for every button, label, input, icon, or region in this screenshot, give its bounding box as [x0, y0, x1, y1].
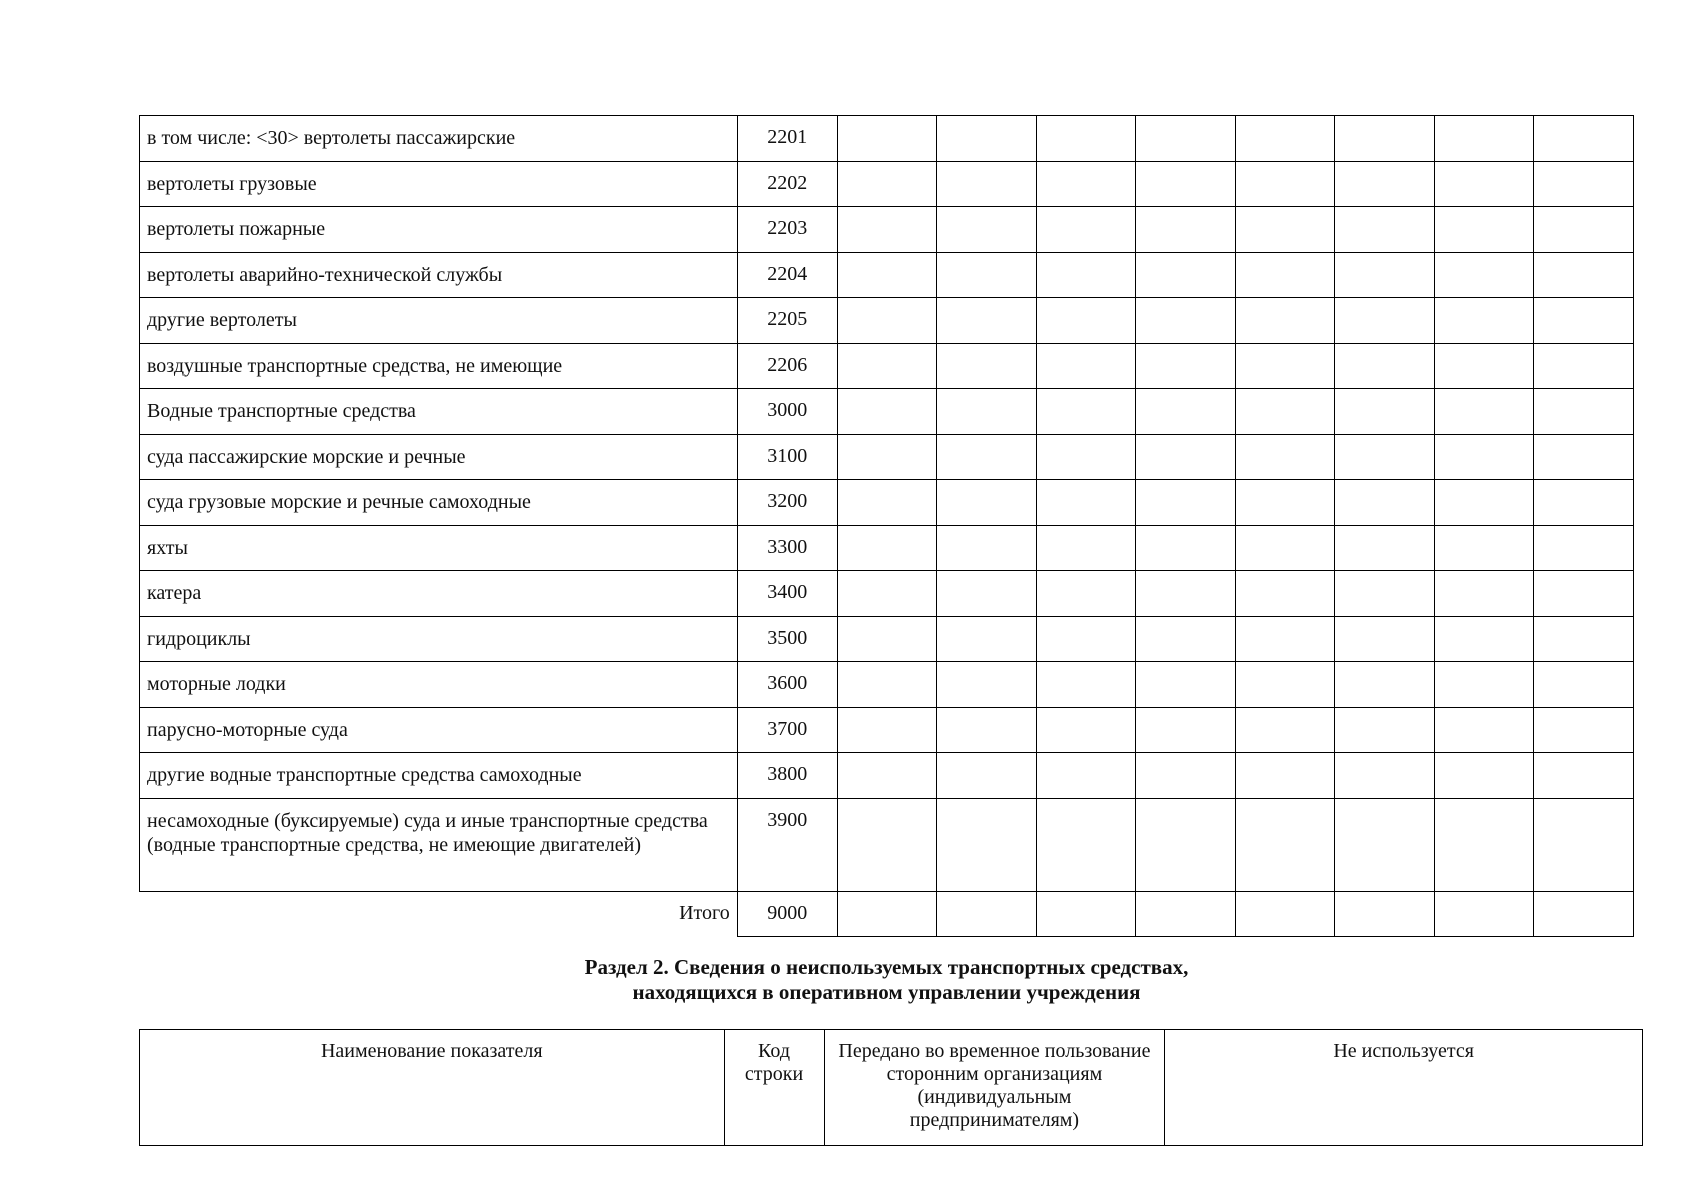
value-cell[interactable]: [1335, 616, 1435, 662]
value-cell[interactable]: [1335, 116, 1435, 162]
table-row: [140, 434, 1634, 480]
row-name: другие водные транспортные средства самоходные: [140, 753, 738, 799]
value-cell[interactable]: [937, 707, 1037, 753]
value-cell[interactable]: [1534, 525, 1634, 571]
value-cell[interactable]: [1036, 252, 1136, 298]
value-cell[interactable]: [1235, 662, 1335, 708]
value-cell[interactable]: [1434, 525, 1534, 571]
value-cell[interactable]: [837, 343, 937, 389]
value-cell[interactable]: [1235, 571, 1335, 617]
value-cell[interactable]: [1136, 525, 1236, 571]
value-cell[interactable]: [1434, 389, 1534, 435]
value-cell[interactable]: [837, 298, 937, 344]
value-cell[interactable]: [837, 161, 937, 207]
value-cell[interactable]: [837, 891, 937, 937]
section2-title-line1: Раздел 2. Сведения о неиспользуемых транспортных средствах,: [584, 955, 1189, 979]
value-cell[interactable]: [937, 161, 1037, 207]
table-row: [140, 480, 1634, 526]
table-row: [140, 753, 1634, 799]
value-cell[interactable]: [1434, 798, 1534, 891]
row-code: 3200: [737, 480, 837, 526]
value-cell[interactable]: [1235, 434, 1335, 480]
row-code: 3800: [737, 753, 837, 799]
value-cell[interactable]: [1335, 525, 1435, 571]
value-cell[interactable]: [1136, 571, 1236, 617]
value-cell[interactable]: [1434, 207, 1534, 253]
section1-table: [139, 115, 1634, 937]
value-cell[interactable]: [1235, 707, 1335, 753]
header-transferred: Передано во временное пользование сторонним организациям (индивидуальным предпринимателям): [824, 1030, 1165, 1146]
row-code: 2205: [737, 298, 837, 344]
value-cell[interactable]: [1136, 207, 1236, 253]
row-code: 3500: [737, 616, 837, 662]
value-cell[interactable]: [1235, 207, 1335, 253]
value-cell[interactable]: [1335, 480, 1435, 526]
value-cell[interactable]: [1335, 434, 1435, 480]
table-row: [140, 389, 1634, 435]
value-cell[interactable]: [1534, 252, 1634, 298]
value-cell[interactable]: [1534, 662, 1634, 708]
row-code: 2206: [737, 343, 837, 389]
value-cell[interactable]: [1136, 662, 1236, 708]
value-cell[interactable]: [1036, 525, 1136, 571]
value-cell[interactable]: [837, 389, 937, 435]
row-code: 3300: [737, 525, 837, 571]
value-cell[interactable]: [1036, 616, 1136, 662]
value-cell[interactable]: [1036, 116, 1136, 162]
table-row: [140, 571, 1634, 617]
value-cell[interactable]: [1434, 298, 1534, 344]
table-row: [140, 252, 1634, 298]
row-name: несамоходные (буксируемые) суда и иные транспортные средства (водные транспортные средства, не имеющие двигателей): [140, 798, 738, 891]
value-cell[interactable]: [937, 525, 1037, 571]
value-cell[interactable]: [1335, 891, 1435, 937]
value-cell[interactable]: [1335, 707, 1435, 753]
row-code: 3400: [737, 571, 837, 617]
row-code: 2202: [737, 161, 837, 207]
row-code: 3600: [737, 662, 837, 708]
value-cell[interactable]: [937, 480, 1037, 526]
value-cell[interactable]: [1534, 571, 1634, 617]
value-cell[interactable]: [1036, 161, 1136, 207]
table-row: [140, 707, 1634, 753]
value-cell[interactable]: [1434, 662, 1534, 708]
value-cell[interactable]: [1534, 753, 1634, 799]
table-row: [140, 207, 1634, 253]
value-cell[interactable]: [1136, 161, 1236, 207]
value-cell[interactable]: [1534, 707, 1634, 753]
value-cell[interactable]: [837, 207, 937, 253]
row-name: вертолеты пожарные: [140, 207, 738, 253]
value-cell[interactable]: [1036, 753, 1136, 799]
row-code: 2201: [737, 116, 837, 162]
value-cell[interactable]: [937, 116, 1037, 162]
value-cell[interactable]: [1036, 891, 1136, 937]
value-cell[interactable]: [937, 434, 1037, 480]
value-cell[interactable]: [1036, 434, 1136, 480]
section2-header-row: [140, 1030, 1643, 1146]
value-cell[interactable]: [1036, 389, 1136, 435]
value-cell[interactable]: [1136, 891, 1236, 937]
value-cell[interactable]: [1434, 343, 1534, 389]
value-cell[interactable]: [1434, 753, 1534, 799]
value-cell[interactable]: [837, 753, 937, 799]
value-cell[interactable]: [1136, 298, 1236, 344]
value-cell[interactable]: [1434, 161, 1534, 207]
row-name: парусно-моторные суда: [140, 707, 738, 753]
value-cell[interactable]: [1235, 798, 1335, 891]
row-code: 3100: [737, 434, 837, 480]
value-cell[interactable]: [1136, 343, 1236, 389]
value-cell[interactable]: [1235, 343, 1335, 389]
row-code: 2203: [737, 207, 837, 253]
value-cell[interactable]: [837, 116, 937, 162]
value-cell[interactable]: [1434, 434, 1534, 480]
value-cell[interactable]: [1434, 480, 1534, 526]
value-cell[interactable]: [937, 298, 1037, 344]
total-code: 9000: [737, 891, 837, 937]
table-row: [140, 116, 1634, 162]
value-cell[interactable]: [1534, 343, 1634, 389]
value-cell[interactable]: [1235, 116, 1335, 162]
value-cell[interactable]: [1036, 662, 1136, 708]
value-cell[interactable]: [1036, 571, 1136, 617]
row-code: 3900: [737, 798, 837, 891]
value-cell[interactable]: [1235, 161, 1335, 207]
section2-header-table: [139, 1029, 1643, 1146]
value-cell[interactable]: [1434, 116, 1534, 162]
value-cell[interactable]: [837, 571, 937, 617]
row-name: суда пассажирские морские и речные: [140, 434, 738, 480]
row-code: 3000: [737, 389, 837, 435]
value-cell[interactable]: [1235, 252, 1335, 298]
header-code: Код строки: [724, 1030, 824, 1146]
value-cell[interactable]: [1235, 525, 1335, 571]
value-cell[interactable]: [837, 434, 937, 480]
section2-title-line2: находящихся в оперативном управлении учреждения: [632, 980, 1141, 1004]
value-cell[interactable]: [1036, 343, 1136, 389]
table-row: [140, 161, 1634, 207]
value-cell[interactable]: [937, 662, 1037, 708]
value-cell[interactable]: [1534, 891, 1634, 937]
value-cell[interactable]: [1335, 207, 1435, 253]
total-row: [140, 891, 1634, 937]
value-cell[interactable]: [1434, 571, 1534, 617]
value-cell[interactable]: [1434, 616, 1534, 662]
value-cell[interactable]: [1534, 207, 1634, 253]
value-cell[interactable]: [837, 662, 937, 708]
value-cell[interactable]: [1335, 252, 1435, 298]
row-name: вертолеты грузовые: [140, 161, 738, 207]
value-cell[interactable]: [1534, 616, 1634, 662]
row-name: вертолеты аварийно-технической службы: [140, 252, 738, 298]
row-name: воздушные транспортные средства, не имеющие: [140, 343, 738, 389]
row-name: Водные транспортные средства: [140, 389, 738, 435]
value-cell[interactable]: [1335, 798, 1435, 891]
value-cell[interactable]: [837, 616, 937, 662]
value-cell[interactable]: [837, 525, 937, 571]
value-cell[interactable]: [1235, 616, 1335, 662]
value-cell[interactable]: [937, 753, 1037, 799]
value-cell[interactable]: [1136, 252, 1236, 298]
table-row: [140, 616, 1634, 662]
value-cell[interactable]: [1335, 161, 1435, 207]
value-cell[interactable]: [937, 798, 1037, 891]
value-cell[interactable]: [1434, 252, 1534, 298]
row-name: гидроциклы: [140, 616, 738, 662]
row-name: суда грузовые морские и речные самоходные: [140, 480, 738, 526]
value-cell[interactable]: [937, 891, 1037, 937]
value-cell[interactable]: [1235, 480, 1335, 526]
value-cell[interactable]: [1235, 891, 1335, 937]
value-cell[interactable]: [937, 389, 1037, 435]
value-cell[interactable]: [1036, 707, 1136, 753]
row-name: другие вертолеты: [140, 298, 738, 344]
value-cell[interactable]: [1434, 707, 1534, 753]
row-name: моторные лодки: [140, 662, 738, 708]
value-cell[interactable]: [1036, 298, 1136, 344]
value-cell[interactable]: [1335, 753, 1435, 799]
value-cell[interactable]: [1036, 207, 1136, 253]
table-row: [140, 343, 1634, 389]
value-cell[interactable]: [937, 571, 1037, 617]
value-cell[interactable]: [1335, 343, 1435, 389]
value-cell[interactable]: [1534, 116, 1634, 162]
value-cell[interactable]: [1235, 753, 1335, 799]
value-cell[interactable]: [1136, 616, 1236, 662]
table-row: [140, 298, 1634, 344]
value-cell[interactable]: [1534, 389, 1634, 435]
section2-title: [139, 955, 1634, 1005]
value-cell[interactable]: [1235, 389, 1335, 435]
value-cell[interactable]: [837, 480, 937, 526]
value-cell[interactable]: [937, 207, 1037, 253]
value-cell[interactable]: [1534, 298, 1634, 344]
row-code: 2204: [737, 252, 837, 298]
row-code: 3700: [737, 707, 837, 753]
total-label: Итого: [140, 891, 738, 937]
value-cell[interactable]: [837, 707, 937, 753]
row-name: катера: [140, 571, 738, 617]
row-name: в том числе: <30> вертолеты пассажирские: [140, 116, 738, 162]
value-cell[interactable]: [1335, 662, 1435, 708]
value-cell[interactable]: [1136, 480, 1236, 526]
value-cell[interactable]: [1434, 891, 1534, 937]
value-cell[interactable]: [1136, 707, 1236, 753]
value-cell[interactable]: [837, 798, 937, 891]
value-cell[interactable]: [1335, 571, 1435, 617]
value-cell[interactable]: [1235, 298, 1335, 344]
value-cell[interactable]: [1136, 434, 1236, 480]
value-cell[interactable]: [937, 252, 1037, 298]
value-cell[interactable]: [1534, 434, 1634, 480]
row-name: яхты: [140, 525, 738, 571]
value-cell[interactable]: [1136, 389, 1236, 435]
value-cell[interactable]: [937, 616, 1037, 662]
value-cell[interactable]: [837, 252, 937, 298]
value-cell[interactable]: [1534, 798, 1634, 891]
value-cell[interactable]: [1534, 161, 1634, 207]
value-cell[interactable]: [937, 343, 1037, 389]
value-cell[interactable]: [1036, 480, 1136, 526]
value-cell[interactable]: [1335, 298, 1435, 344]
table-row: [140, 525, 1634, 571]
value-cell[interactable]: [1136, 753, 1236, 799]
header-unused: Не используется: [1165, 1030, 1643, 1146]
value-cell[interactable]: [1534, 480, 1634, 526]
value-cell[interactable]: [1335, 389, 1435, 435]
table-row: [140, 798, 1634, 891]
value-cell[interactable]: [1036, 798, 1136, 891]
value-cell[interactable]: [1136, 116, 1236, 162]
table-row: [140, 662, 1634, 708]
value-cell[interactable]: [1136, 798, 1236, 891]
header-name: Наименование показателя: [140, 1030, 725, 1146]
